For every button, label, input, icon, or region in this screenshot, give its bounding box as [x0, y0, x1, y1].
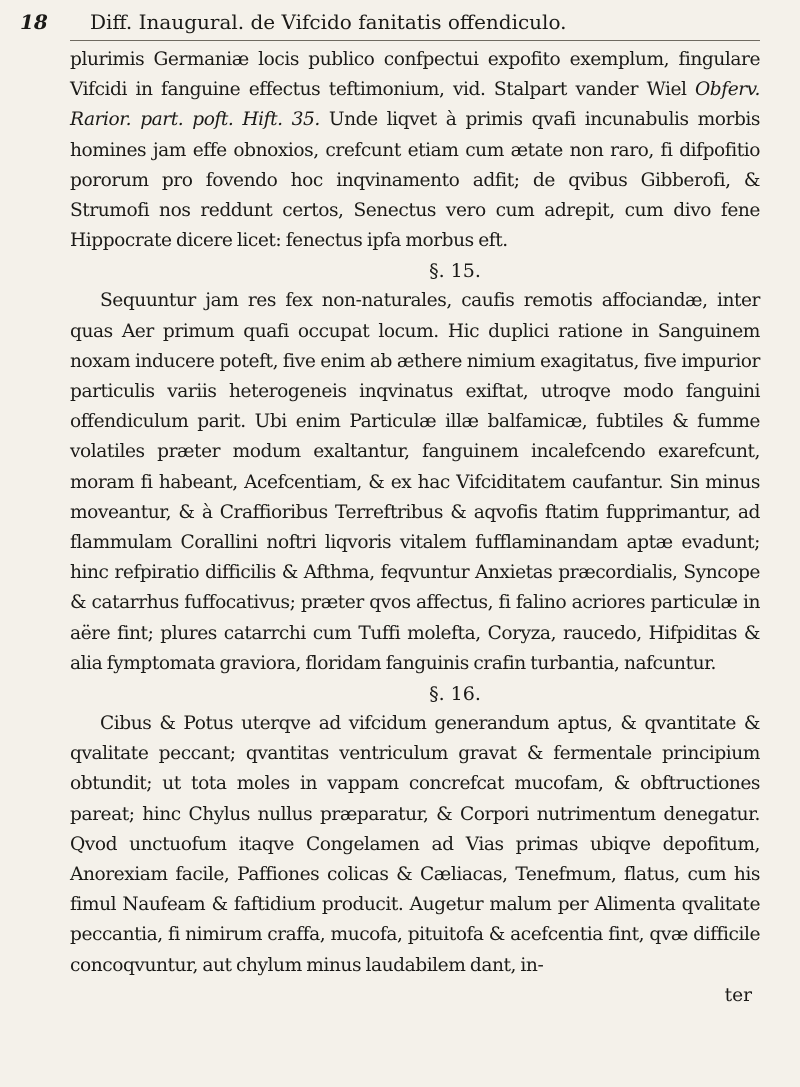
paragraph-text: Sequuntur jam res fex non-naturales, caufis remotis affociandæ, inter quas Aer primum quafi occupat locum. Hic duplici ratione in Sanguinem noxam inducere poteft, five enim ab æthere nimium exagitatus, five impurior particulis variis heterogeneis inqvinatus exiftat, utroqve modo fanguini offendiculum parit. Ubi enim Particulæ illæ balfamicæ, fubtiles & fumme volatiles præter modum exaltantur, fanguinem incalefcendo exarefcunt, moram fi habeant, Acefcentiam, & ex hac Vifciditatem caufantur. Sin minus moveantur, & à Craffioribus Terreftribus & aqvofis ftatim fupprimantur, ad flammulam Corallini noftri liqvoris vitalem fufflaminandam aptæ evadunt; hinc refpiratio difficilis & Afthma, feqvuntur Anxietas præcordialis, Syncope & catarrhus fuffocativus; præter qvos affectus, fi falino acriores particulæ in aëre fint; plures catarrchi cum Tuffi molefta, Coryza, raucedo, Hifpiditas & alia fymptomata graviora, floridam fanguinis crafin turbantia, nafcuntur.: [70, 290, 760, 674]
section-mark-15: §. 15.: [429, 260, 481, 283]
catchword-line: [70, 981, 760, 1011]
paragraph-text: Cibus & Potus uterqve ad vifcidum generandum aptus, & qvantitate & qvalitate peccant; qvantitas ventriculum gravat & fermentale principium obtundit; ut tota moles in vappam concrefcat mucofam, & obftructiones pareat; hinc Chylus nullus præparatur, & Corpori nutrimentum denegatur. Qvod unctuofum itaqve Congelamen ad Vias primas ubiqve depofitum, Anorexiam facile, Paffiones colicas & Cæliacas, Tenefmum, flatus, cum his fimul Naufeam & faftidium producit. Augetur malum per Alimenta qvalitate peccantia, fi nimirum craffa, mucofa, pituitofa & acefcentia fint, qvæ difficile concoqvuntur, aut chylum minus laudabilem dant, in-: [70, 713, 760, 976]
running-head: [20, 10, 760, 41]
paragraph-section-15: [70, 286, 760, 679]
citation: Obferv. Rarior. part. poft. Hift. 35.: [70, 79, 760, 131]
running-head-title: Diff. Inaugural. de Vifcido fanitatis offendiculo.: [90, 10, 567, 34]
paragraph-text: plurimis Germaniæ locis publico confpectui expofito exemplum, fingulare Vifcidi in fanguine effectus teftimonium, vid. Stalpart vander Wiel: [70, 49, 760, 101]
paragraph-text: Unde liqvet à primis qvafi incunabulis morbis homines jam effe obnoxios, crefcunt etiam cum ætate non raro, fi difpofitio pororum pro fovendo hoc inqvinamento adfit; de qvibus Gibberofi, & Strumofi nos reddunt certos, Senectus vero cum adrepit, cum divo fene Hippocrate dicere licet: fenectus ipfa morbus eft.: [70, 109, 760, 252]
catchword: ter: [724, 984, 752, 1006]
paragraph-continued: [70, 45, 760, 256]
page-number: 18: [20, 10, 48, 34]
paragraph-section-16: [70, 709, 760, 981]
body-text: [70, 45, 760, 1011]
section-mark-16: §. 16.: [429, 683, 481, 706]
